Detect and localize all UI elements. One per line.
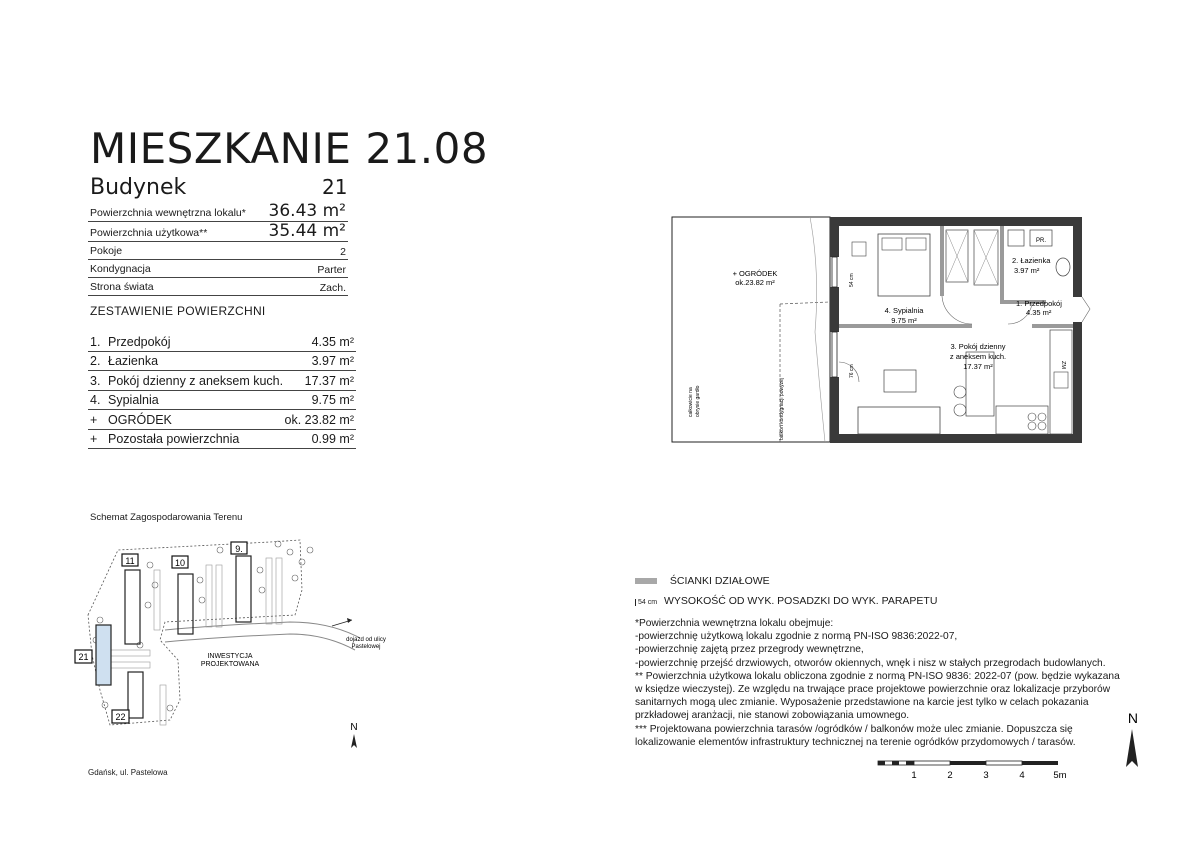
door-swing bbox=[942, 296, 972, 324]
building-number-22: 22 bbox=[115, 712, 126, 722]
chair bbox=[954, 404, 966, 416]
north-arrow-icon bbox=[351, 734, 357, 748]
info-label: Powierzchnia wewnętrzna lokalu* bbox=[90, 207, 246, 219]
hall-area: 4.35 m² bbox=[1026, 308, 1052, 317]
north-label: N bbox=[350, 722, 358, 733]
floor-plan bbox=[670, 212, 1090, 452]
building-9 bbox=[236, 556, 251, 622]
summary-value: 4.35 m² bbox=[311, 334, 354, 349]
info-value: 2 bbox=[340, 246, 346, 258]
info-label: Strona świata bbox=[90, 281, 154, 293]
north-arrow-icon bbox=[1126, 729, 1138, 767]
building-number-11: 11 bbox=[125, 556, 135, 566]
legend-partition bbox=[635, 575, 770, 587]
summary-num: + bbox=[90, 412, 98, 427]
road-label: INWESTYCJA bbox=[207, 653, 253, 660]
living-label-2: z aneksem kuch. bbox=[949, 352, 1007, 361]
toilet bbox=[1056, 258, 1070, 276]
summary-name: Przedpokój bbox=[108, 334, 171, 349]
bedroom-area: 9.75 m² bbox=[891, 316, 917, 325]
info-row-usable-area bbox=[88, 222, 348, 242]
balcony-line bbox=[780, 302, 830, 304]
summary-row bbox=[88, 332, 356, 352]
info-label: Powierzchnia użytkowa** bbox=[90, 227, 208, 239]
hall-label: 1. Przedpokój bbox=[1016, 299, 1062, 308]
summary-name: Sypialnia bbox=[108, 393, 159, 407]
site-address: Gdańsk, ul. Pastelowa bbox=[88, 768, 168, 777]
building-number: 21 bbox=[322, 175, 348, 199]
note-line: lokalizowanie elementów infrastruktury technicznej na terenie ogródków przydomowych / tarasów. bbox=[635, 736, 1076, 748]
road-label: PROJEKTOWANA bbox=[200, 661, 260, 668]
summary-num: 1. bbox=[90, 334, 101, 349]
building-label: Budynek bbox=[90, 175, 187, 200]
summary-row bbox=[88, 352, 356, 372]
wardrobe-cross bbox=[946, 230, 968, 282]
building-22 bbox=[128, 672, 143, 718]
sill-height-label: WYSOKOŚĆ OD WYK. POSADZKI DO WYK. PARAPETU bbox=[663, 595, 938, 607]
summary-row bbox=[88, 410, 356, 430]
burner bbox=[1028, 413, 1036, 421]
access-label: dojazd od ulicy bbox=[346, 637, 386, 643]
summary-num: 2. bbox=[90, 354, 101, 368]
parking-spaces bbox=[110, 558, 282, 725]
road-edge bbox=[165, 634, 355, 650]
sink bbox=[1054, 372, 1068, 388]
info-label: Kondygnacja bbox=[90, 263, 151, 275]
partition-label: ŚCIANKI DZIAŁOWE bbox=[669, 575, 770, 587]
site-boundary bbox=[88, 540, 302, 725]
scale-label: 1 bbox=[911, 770, 917, 781]
building-number-9: 9. bbox=[235, 544, 243, 554]
summary-num: 3. bbox=[90, 373, 101, 388]
sill-height-tag: 54 cm bbox=[635, 599, 657, 606]
note-line: sanitarnych mogą ulec zmianie. Wyposażenie przedstawione na karcie jest tylko w celach pokazania bbox=[635, 697, 1089, 709]
balcony-note: balkon kondygnacji powyżej bbox=[779, 378, 785, 440]
sill-height: 76 cm bbox=[849, 364, 855, 378]
info-row-floor bbox=[88, 260, 348, 278]
summary-row bbox=[88, 391, 356, 411]
summary-title: ZESTAWIENIE POWIERZCHNI bbox=[90, 304, 266, 318]
summary-name: Pokój dzienny z aneksem kuch. bbox=[108, 373, 284, 388]
summary-row bbox=[88, 371, 356, 391]
legend-sill-height bbox=[635, 595, 937, 607]
note-line: w księdze wieczystej). Ze względu na trwające prace projektowe powierzchnie oraz lokalizacje przyborów bbox=[635, 684, 1111, 696]
building-number-10: 10 bbox=[174, 558, 186, 568]
note-line: ** Powierzchnia użytkowa lokalu obliczona zgodnie z normą PN-ISO 9836: 2022-07 (pow. będzie wykazana bbox=[635, 670, 1120, 682]
building-number-21: 21 bbox=[78, 652, 89, 662]
summary-row bbox=[88, 430, 356, 450]
note-line: przkładowej aranżacji, nie stanowi zobowiązania umownego. bbox=[635, 710, 910, 722]
apartment-title: MIESZKANIE 21.08 bbox=[90, 124, 489, 173]
kitchen-cabinets bbox=[1050, 330, 1072, 434]
note-line: -powierzchnię zajętą przez przegrody wewnętrzne, bbox=[635, 644, 864, 656]
pillow bbox=[906, 238, 926, 250]
building-11 bbox=[125, 570, 140, 644]
coffee-table bbox=[884, 370, 916, 392]
info-value: 36.43 m² bbox=[268, 201, 346, 221]
scale-label: 2 bbox=[947, 770, 953, 781]
summary-value: ok. 23.82 m² bbox=[284, 412, 354, 427]
building-10 bbox=[178, 574, 193, 634]
info-value: 35.44 m² bbox=[268, 221, 346, 241]
note-line: *** Projektowana powierzchnia tarasów /ogródków / balkonów może ulec zmianie. Dopuszcza się bbox=[635, 723, 1073, 735]
entrance-door bbox=[1082, 297, 1090, 322]
partition-swatch bbox=[635, 578, 657, 584]
summary-value: 0.99 m² bbox=[311, 432, 354, 446]
site-plan-title: Schemat Zagospodarowania Terenu bbox=[90, 512, 243, 523]
scale-label: 3 bbox=[983, 770, 989, 781]
info-value: Parter bbox=[317, 264, 346, 276]
info-row-orientation bbox=[88, 278, 348, 296]
chair bbox=[954, 386, 966, 398]
bedroom-label: 4. Sypialnia bbox=[884, 306, 924, 315]
summary-name: Łazienka bbox=[108, 354, 159, 368]
access-label: Pastelowej bbox=[351, 644, 381, 650]
access-arrow-head bbox=[347, 618, 352, 623]
living-label: 3. Pokój dzienny bbox=[950, 342, 1006, 351]
info-label: Pokoje bbox=[90, 245, 123, 257]
washbasin bbox=[1008, 230, 1024, 246]
outline-note: obrysie gardło bbox=[695, 385, 701, 417]
sill-height: 54 cm bbox=[849, 273, 855, 287]
garden-label: + OGRÓDEK bbox=[732, 269, 778, 278]
note-line: *Powierzchnia wewnętrzna lokalu obejmuje: bbox=[635, 618, 834, 629]
summary-num: 4. bbox=[90, 393, 101, 407]
summary-table bbox=[88, 332, 356, 449]
summary-value: 3.97 m² bbox=[311, 354, 354, 368]
scale-and-north bbox=[876, 705, 1136, 785]
site-plan-map bbox=[70, 530, 410, 760]
bathroom-label: 2. Łazienka bbox=[1012, 256, 1051, 265]
apartment-info-table bbox=[88, 202, 348, 296]
note-line: -powierzchnię użytkową lokalu zgodnie z normą PN-ISO 9836:2022-07, bbox=[635, 631, 958, 643]
summary-value: 9.75 m² bbox=[311, 393, 354, 407]
burner bbox=[1038, 413, 1046, 421]
living-area: 17.37 m² bbox=[963, 362, 993, 371]
hedge-line bbox=[810, 217, 825, 442]
info-value: Zach. bbox=[319, 282, 346, 294]
garden-area: ok.23.82 m² bbox=[735, 278, 775, 287]
bed bbox=[878, 234, 930, 296]
pillow bbox=[882, 238, 902, 250]
north-label: N bbox=[1127, 710, 1138, 726]
exterior-walls bbox=[830, 217, 1082, 443]
scale-label: 5m bbox=[1053, 770, 1067, 781]
scale-label: 4 bbox=[1019, 770, 1025, 781]
outline-note: całkowicie na bbox=[688, 387, 694, 417]
sofa bbox=[858, 407, 940, 434]
shower-cross bbox=[974, 230, 998, 285]
burner bbox=[1028, 422, 1036, 430]
info-row-internal-area bbox=[88, 202, 348, 222]
summary-num: + bbox=[90, 432, 98, 446]
bathroom-area: 3.97 m² bbox=[1014, 266, 1040, 275]
pr-label: PR. bbox=[1035, 238, 1047, 244]
zm-label: ZM bbox=[1060, 361, 1066, 369]
info-row-rooms bbox=[88, 242, 348, 260]
note-line: -powierzchnię przejść drzwiowych, otworów okiennych, wnęk i nisz w stałych przegrodach budowlanych. bbox=[635, 657, 1106, 669]
summary-name: Pozostała powierzchnia bbox=[108, 432, 240, 446]
summary-name: OGRÓDEK bbox=[108, 412, 172, 427]
scale-bar bbox=[878, 761, 1058, 765]
summary-value: 17.37 m² bbox=[304, 373, 354, 388]
burner bbox=[1038, 422, 1046, 430]
building-21 bbox=[96, 625, 111, 685]
nightstand bbox=[852, 242, 866, 256]
